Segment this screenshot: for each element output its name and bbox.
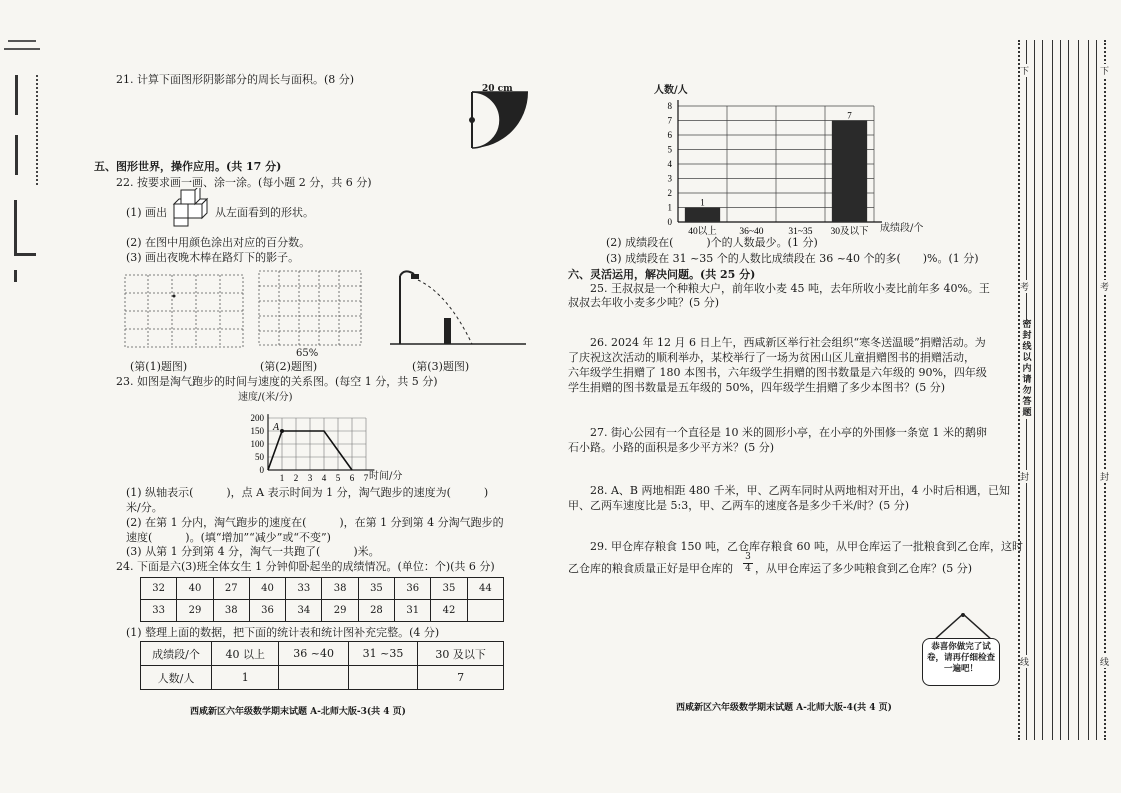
x-tick-label: 6 — [349, 473, 355, 483]
table-cell: 40 — [249, 578, 285, 600]
question-26d: 学生捐赠的图书数量是五年级的 50%，四年级学生捐赠了多少本图书？(5 分) — [568, 381, 946, 394]
y-tick-label: 8 — [667, 101, 672, 111]
q24-2: (2) 成绩段在( )个的人数最少。(1 分) — [606, 236, 818, 249]
right-footer: 西咸新区六年级数学期末试题 A-北师大版-4(共 4 页) — [676, 703, 892, 713]
binding-mark: 线 — [1100, 655, 1109, 668]
question-25: 25. 王叔叔是一个种粮大户，前年收小麦 45 吨，去年所收小麦比前年多 40%。王 — [590, 282, 990, 295]
bar-value-label: 7 — [847, 110, 852, 121]
question-28: 28. A、B 两地相距 480 千米，甲、乙两车同时从两地相对开出，4 小时后相遇，已知 — [590, 484, 1010, 497]
point-a-label: A — [273, 422, 280, 433]
question-28b: 甲、乙两车速度比是 5:3，甲、乙两车的速度各是多少千米/时？(5 分) — [568, 499, 909, 512]
y-tick-label: 100 — [250, 439, 264, 449]
question-21: 21. 计算下面图形阴影部分的周长与面积。(8 分) — [116, 73, 355, 86]
table-cell[interactable]: 1 — [212, 666, 279, 690]
q23-x-axis-label: 时间/分 — [369, 471, 403, 482]
table-cell: 28 — [358, 600, 394, 622]
y-tick-label: 150 — [250, 426, 264, 436]
question-26b: 了庆祝这次活动的顺利举办，某校举行了一场为贫困山区儿童捐赠图书的捐赠活动， — [568, 351, 975, 364]
table-cell: 38 — [322, 578, 358, 600]
binding-mark: 线 — [1020, 655, 1029, 668]
fraction-numerator: 3 — [743, 552, 753, 564]
table-cell: 32 — [141, 578, 177, 600]
fraction-three-quarters — [743, 552, 753, 575]
question-24: 24. 下面是六(3)班全体女生 1 分钟仰卧起坐的成绩情况。(单位：个)(共 6 分) — [116, 560, 495, 573]
q21-dimension: 20 cm — [482, 84, 513, 94]
q24-3: (3) 成绩段在 31 ~35 个的人数比成绩段在 36 ~40 个的多( )%。(1 分) — [606, 252, 979, 265]
point-a — [280, 429, 284, 433]
section-5-title: 五、图形世界，操作应用。(共 17 分) — [94, 160, 282, 173]
x-tick-label: 31~35 — [788, 227, 813, 236]
x-tick-label: 5 — [335, 473, 341, 483]
bar-chart-x-label: 成绩段/个 — [880, 223, 924, 234]
table-header: 36 ~40 — [279, 642, 348, 666]
table-cell: 35 — [358, 578, 394, 600]
x-tick-label: 36~40 — [739, 227, 764, 236]
table-header: 31 ~35 — [348, 642, 417, 666]
table-row — [141, 666, 504, 690]
binding-notice: 密封线以内请勿答题 — [1020, 320, 1034, 419]
x-tick-label: 7 — [363, 473, 369, 483]
table-cell: 31 — [395, 600, 431, 622]
fraction-denominator: 4 — [745, 564, 751, 574]
table-cell[interactable] — [279, 666, 348, 690]
question-22: 22. 按要求画一画、涂一涂。(每小题 2 分，共 6 分) — [116, 176, 372, 189]
table-cell: 33 — [286, 578, 322, 600]
question-27: 27. 街心公园有一个直径是 10 米的圆形小亭，在小亭的外围修一条宽 1 米的鹅卵 — [590, 426, 987, 439]
y-tick-label: 6 — [667, 130, 672, 140]
table-cell: 44 — [467, 578, 503, 600]
question-29b-suffix: ，从甲仓库运了多少吨粮食到乙仓库？(5 分) — [755, 562, 973, 575]
street-lamp-figure — [388, 264, 528, 348]
y-tick-label: 4 — [667, 159, 672, 169]
table-row — [141, 600, 504, 622]
cube-stack-icon — [170, 188, 218, 228]
q23-y-axis-label: 速度/(米/分) — [238, 392, 293, 403]
table-cell: 33 — [141, 600, 177, 622]
left-binding-margin — [0, 0, 70, 793]
table-cell: 27 — [213, 578, 249, 600]
question-26: 26. 2024 年 12 月 6 日上午，西咸新区举行社会组织“寒冬送温暖”捐赠活动。为 — [590, 336, 986, 349]
x-tick-label: 30及以下 — [830, 227, 869, 236]
binding-mark: 下 — [1020, 64, 1029, 77]
y-tick-label: 50 — [255, 452, 264, 462]
bar-chart-y-label: 人数/人 — [654, 85, 688, 96]
x-tick-label: 3 — [307, 473, 313, 483]
reminder-bubble: 恭喜你做完了试卷，请再仔细检查一遍吧！ — [922, 638, 1000, 686]
question-25b: 叔叔去年收小麦多少吨？(5 分) — [568, 296, 720, 309]
table-cell: 36 — [395, 578, 431, 600]
percentage-label: 65% — [296, 348, 319, 359]
question-29b-prefix: 乙仓库的粮食质量正好是甲仓库的 — [568, 562, 733, 575]
binding-mark: 考 — [1100, 280, 1109, 293]
x-tick-label: 40以上 — [688, 227, 717, 236]
binding-mark: 封 — [1020, 470, 1029, 483]
table-row — [141, 578, 504, 600]
bar-value-label: 1 — [700, 197, 705, 208]
x-tick-label: 4 — [321, 473, 327, 483]
bar — [832, 121, 867, 223]
y-tick-label: 7 — [667, 115, 672, 126]
q23-2b: 速度( )。(填“增加”“减少”或“不变”) — [126, 531, 331, 544]
q23-1b: 米/分。 — [126, 501, 163, 514]
table-cell: 40 — [177, 578, 213, 600]
y-tick-label: 200 — [250, 413, 264, 423]
y-tick-label: 3 — [667, 173, 672, 184]
table-row — [141, 642, 504, 666]
q23-2: (2) 在第 1 分内，淘气跑步的速度在( )，在第 1 分到第 4 分淘气跑步的 — [126, 516, 504, 529]
q22-1-prefix: (1) 画出 — [126, 206, 168, 219]
y-tick-label: 5 — [667, 144, 672, 155]
y-tick-label: 0 — [259, 465, 264, 475]
table-cell: 38 — [213, 600, 249, 622]
table-header: 30 及以下 — [418, 642, 504, 666]
bar — [685, 208, 720, 223]
q24-1: (1) 整理上面的数据，把下面的统计表和统计图补充完整。(4 分) — [126, 626, 440, 639]
table-header: 成绩段/个 — [141, 642, 212, 666]
left-footer: 西咸新区六年级数学期末试题 A-北师大版-3(共 4 页) — [190, 707, 406, 717]
table-cell: 35 — [431, 578, 467, 600]
caption-2: (第(2)题图) — [260, 360, 318, 373]
q23-3: (3) 从第 1 分到第 4 分，淘气一共跑了( )米。 — [126, 545, 380, 558]
table-cell: 29 — [177, 600, 213, 622]
y-tick-label: 2 — [667, 188, 672, 198]
binding-strip — [1000, 40, 1121, 740]
binding-mark: 下 — [1100, 64, 1109, 77]
question-27b: 石小路。小路的面积是多少平方米？(5 分) — [568, 441, 775, 454]
drawing-grid-1 — [124, 274, 244, 348]
q22-1-suffix: 从左面看到的形状。 — [215, 206, 314, 219]
x-tick-label: 2 — [293, 473, 299, 483]
caption-3: (第(3)题图) — [412, 360, 470, 373]
binding-mark: 封 — [1100, 470, 1109, 483]
bar-chart — [652, 96, 952, 236]
table-cell: 42 — [431, 600, 467, 622]
caption-1: (第(1)题图) — [130, 360, 188, 373]
q23-1: (1) 纵轴表示( )，点 A 表示时间为 1 分，淘气跑步的速度为( ) — [126, 486, 489, 499]
x-tick-label: 1 — [279, 473, 285, 483]
question-26c: 六年级学生捐赠了 180 本图书，六年级学生捐赠的图书数量是六年级的 90%，四年级 — [568, 366, 987, 379]
table-cell: 36 — [249, 600, 285, 622]
percentage-grid-2 — [258, 270, 362, 346]
y-tick-label: 1 — [667, 202, 672, 213]
table-cell[interactable] — [348, 666, 417, 690]
stat-table — [140, 641, 504, 690]
table-cell: 29 — [322, 600, 358, 622]
table-cell: 34 — [286, 600, 322, 622]
table-cell: 人数/人 — [141, 666, 212, 690]
binding-mark: 考 — [1020, 280, 1029, 293]
section-6-title: 六、灵活运用，解决问题。(共 25 分) — [568, 268, 756, 281]
q24-data-table — [140, 577, 504, 622]
q22-3: (3) 画出夜晚木棒在路灯下的影子。 — [126, 251, 300, 264]
table-cell[interactable]: 7 — [418, 666, 504, 690]
table-header: 40 以上 — [212, 642, 279, 666]
y-tick-label: 0 — [667, 217, 672, 227]
question-29: 29. 甲仓库存粮食 150 吨，乙仓库存粮食 60 吨，从甲仓库运了一批粮食到乙仓库，这时 — [590, 540, 1023, 553]
question-23: 23. 如图是淘气跑步的时间与速度的关系图。(每空 1 分，共 5 分) — [116, 375, 438, 388]
q22-2: (2) 在图中用颜色涂出对应的百分数。 — [126, 236, 311, 249]
table-cell — [467, 600, 503, 622]
